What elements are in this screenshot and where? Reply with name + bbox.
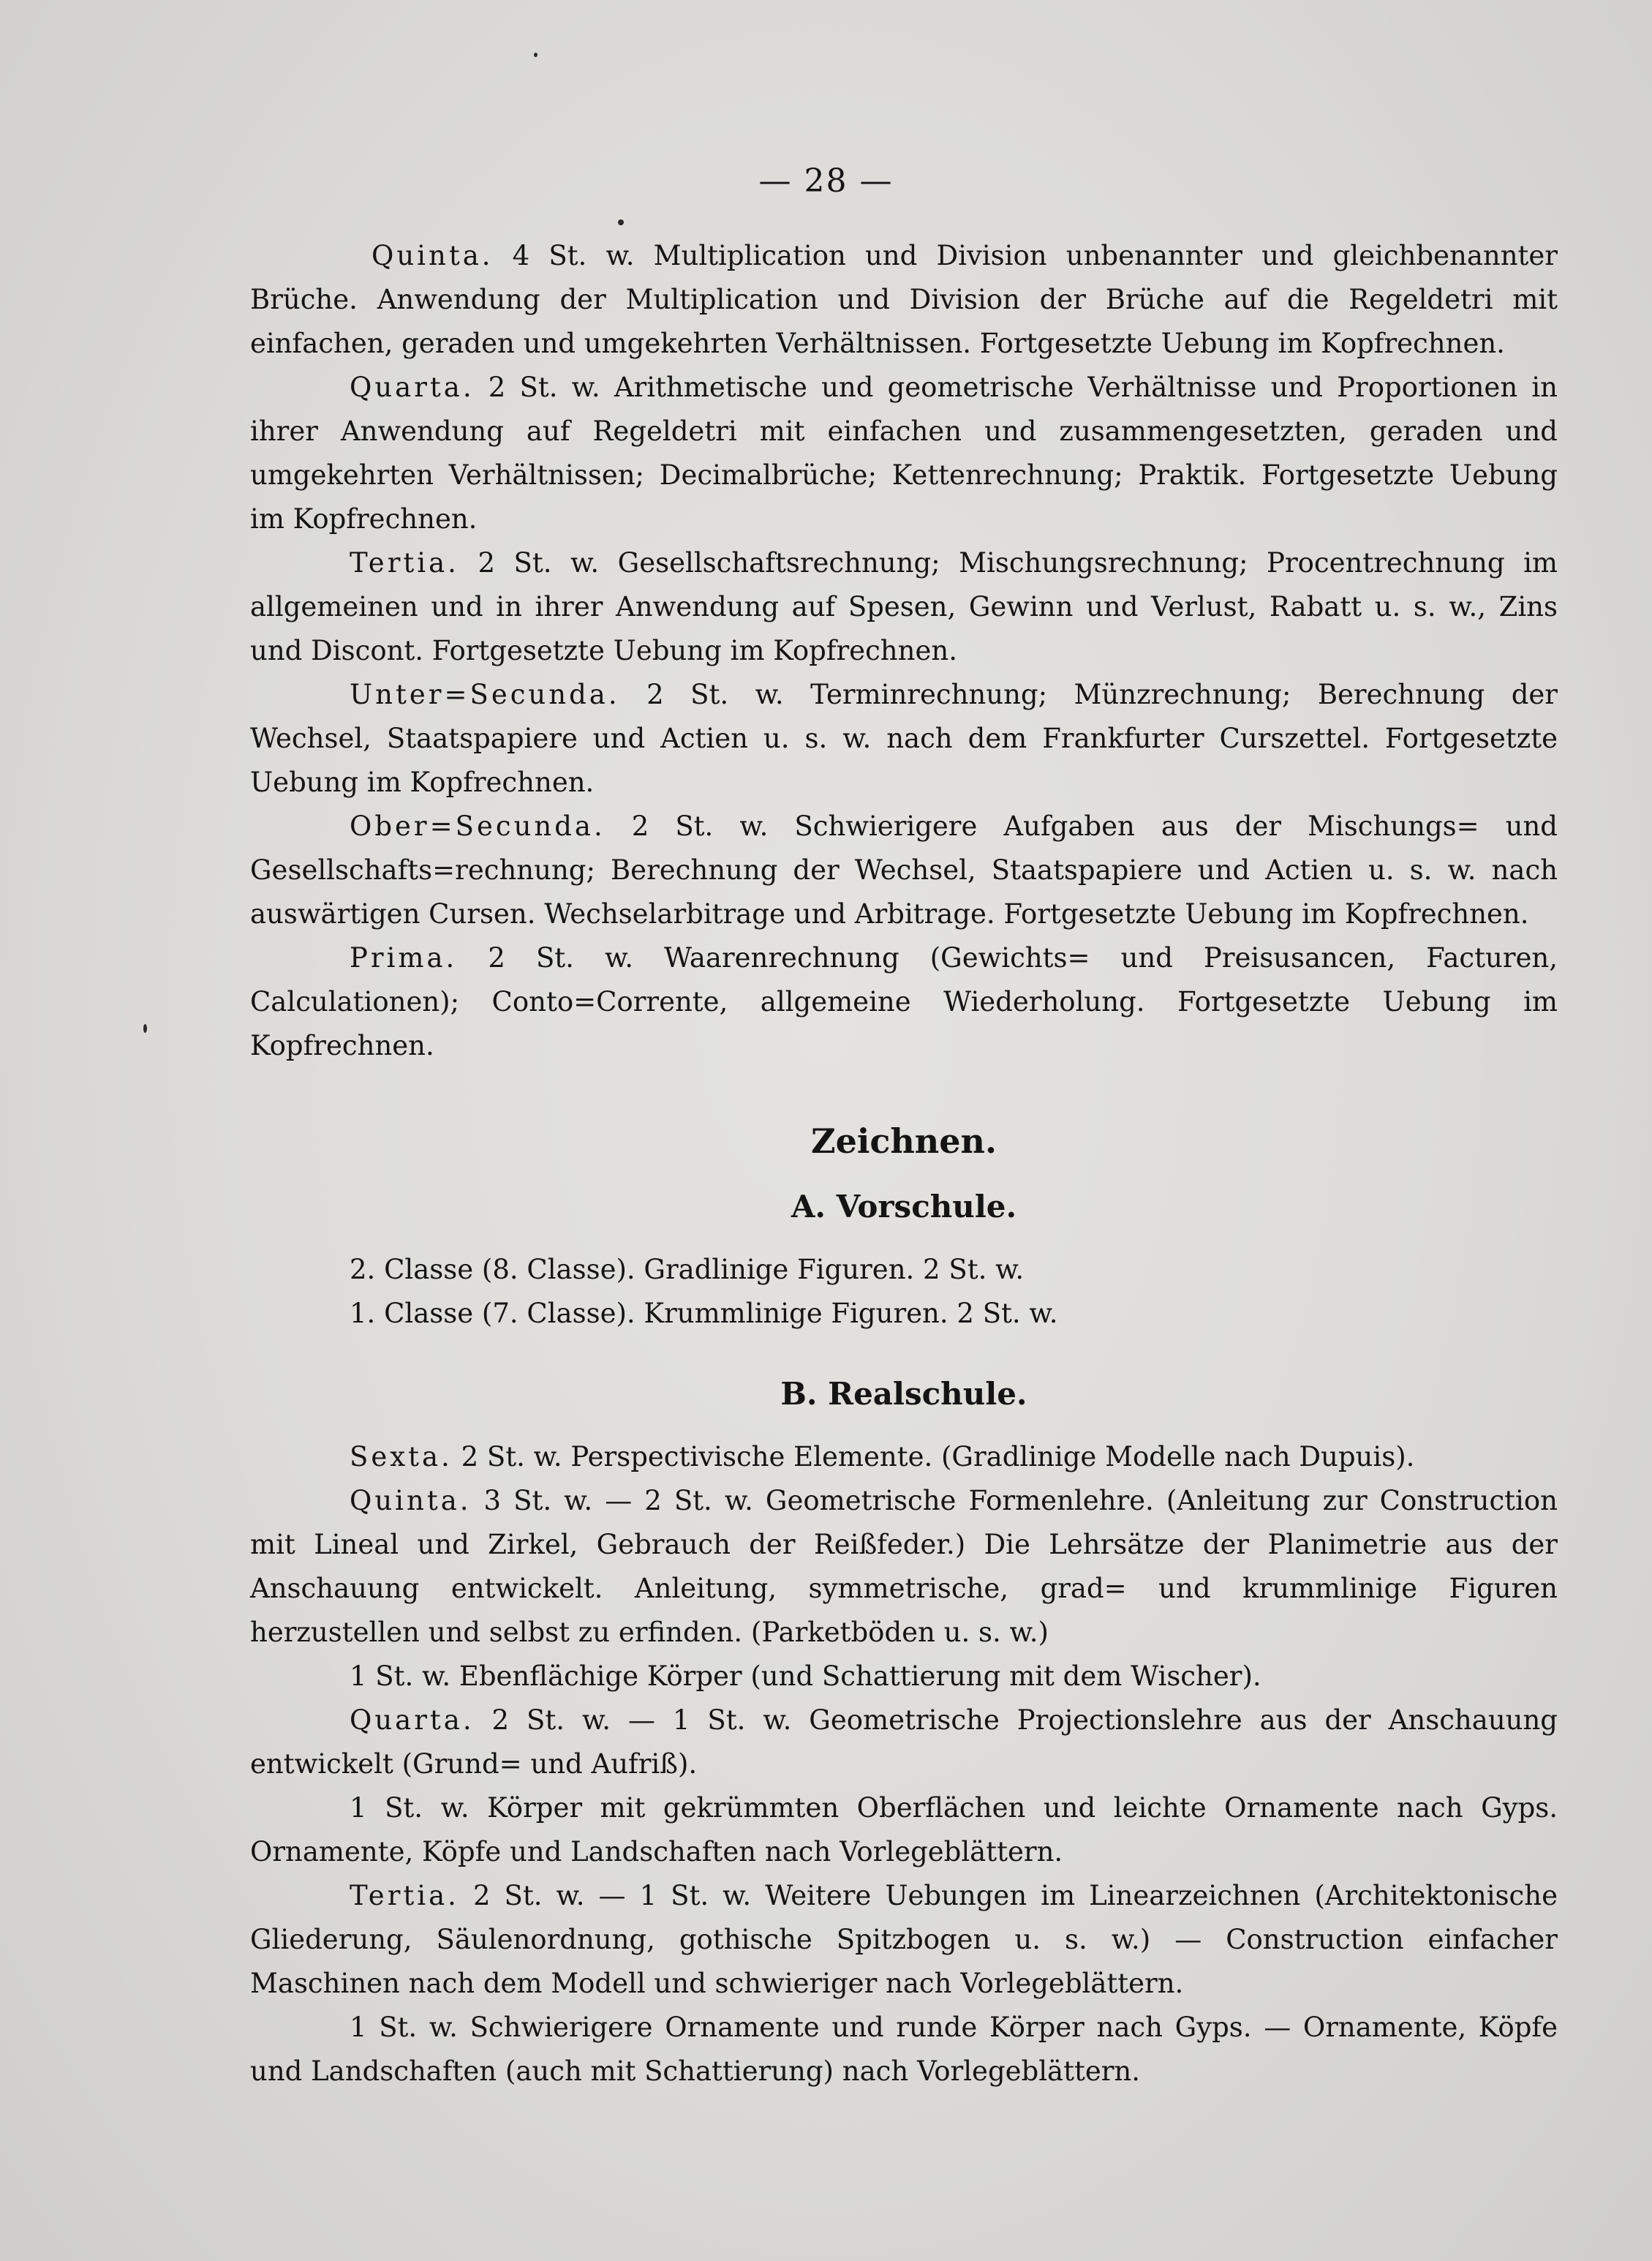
paragraph-text: 2 St. w. — 1 St. w. Weitere Uebungen im Linearzeichnen (Architektonische Gliederung, Säulenordnung, gothische Spitzbogen u. s. w.) — Construction einfacher Maschinen nach dem Modell und schwieriger nach Vorlegeblättern. [250, 1880, 1558, 1999]
paragraph-sexta-zeichnen [250, 1435, 1558, 1479]
paragraph-text: 4 St. w. Multiplication und Division unbenannter und gleichbenannter Brüche. Anwendung der Multiplication und Division der Brüche auf die Regeldetri mit einfachen, geraden und umgekehrten Verhältnissen. Fortgesetzte Uebung im Kopfrechnen. [250, 240, 1558, 359]
speck [143, 1024, 147, 1033]
subheading-realschule: B. Realschule. [780, 1376, 1027, 1412]
paragraph-text: 2 St. w. Terminrechnung; Münzrechnung; Berechnung der Wechsel, Staatspapiere und Actien u. s. w. nach dem Frankfurter Curszettel. Fortgesetzte Uebung im Kopfrechnen. [250, 679, 1558, 798]
paragraph-quinta-rechnen [250, 234, 1558, 366]
class-name: Quinta. [350, 1485, 472, 1516]
class-name: Quarta. [350, 1704, 475, 1736]
class-name: Quarta. [350, 372, 475, 403]
class-name: Ober=Secunda. [350, 810, 606, 842]
class-name: Unter=Secunda. [350, 679, 620, 710]
class-name: Quinta. [371, 240, 494, 271]
paragraph-text: 2 St. w. Gesellschaftsrechnung; Mischungsrechnung; Procentrechnung im allgemeinen und in ihrer Anwendung auf Spesen, Gewinn und Verlust, Rabatt u. s. w., Zins und Discont. Fortgesetzte Uebung im Kopfrechnen. [250, 547, 1558, 666]
section-heading-zeichnen: Zeichnen. [811, 1121, 997, 1161]
paragraph-tertia-rechnen [250, 541, 1558, 673]
paragraph-tertia-zeichnen [250, 1874, 1558, 2006]
paragraph-text: 3 St. w. — 2 St. w. Geometrische Formenlehre. (Anleitung zur Construction mit Lineal und Zirkel, Gebrauch der Reißfeder.) Die Lehrsätze der Planimetrie aus der Anschauung entwickelt. Anleitung, symmetrische, grad= und krummlinige Figuren herzustellen und selbst zu erfinden. (Parketböden u. s. w.) [250, 1485, 1558, 1648]
paragraph-quarta-zeichnen [250, 1698, 1558, 1786]
paragraph-text: 2 St. w. Arithmetische und geometrische Verhältnisse und Proportionen in ihrer Anwendung auf Regeldetri mit einfachen und zusammengesetzten, geraden und umgekehrten Verhältnissen; Decimalbrüche; Kettenrechnung; Praktik. Fortgesetzte Uebung im Kopfrechnen. [250, 372, 1558, 535]
page-number: — 28 — [758, 162, 894, 200]
paragraph-quinta-zeichnen [250, 1479, 1558, 1655]
paragraph-tertia-zeichnen-2 [250, 2006, 1558, 2093]
paragraph-untersecunda-rechnen [250, 673, 1558, 805]
class-name: Prima. [350, 942, 458, 974]
vorschule-line: 2. Classe (8. Classe). Gradlinige Figuren. 2 St. w. [350, 1254, 1025, 1285]
paragraph-prima-rechnen [250, 936, 1558, 1068]
paragraph-text: 1 St. w. Schwierigere Ornamente und runde Körper nach Gyps. — Ornamente, Köpfe und Landschaften (auch mit Schattierung) nach Vorlegeblättern. [250, 2012, 1558, 2087]
vorschule-line: 1. Classe (7. Classe). Krummlinige Figuren. 2 St. w. [350, 1298, 1058, 1329]
class-name: Tertia. [350, 1880, 459, 1911]
paragraph-obersecunda-rechnen [250, 805, 1558, 936]
paragraph-quarta-rechnen [250, 366, 1558, 541]
paragraph-text: 2 St. w. — 1 St. w. Geometrische Projectionslehre aus der Anschauung entwickelt (Grund= und Aufriß). [250, 1704, 1558, 1780]
paragraph-text: 2 St. w. Waarenrechnung (Gewichts= und Preisusancen, Facturen, Calculationen); Conto=Corrente, allgemeine Wiederholung. Fortgesetzte Uebung im Kopfrechnen. [250, 942, 1558, 1061]
subheading-vorschule: A. Vorschule. [791, 1189, 1017, 1224]
paragraph-quarta-zeichnen-2 [250, 1786, 1558, 1874]
speck [618, 219, 624, 225]
paragraph-text: 2 St. w. Perspectivische Elemente. (Gradlinige Modelle nach Dupuis). [452, 1441, 1415, 1472]
paragraph-text: 2 St. w. Schwierigere Aufgaben aus der Mischungs= und Gesellschafts=rechnung; Berechnung der Wechsel, Staatspapiere und Actien u. s. w. nach auswärtigen Cursen. Wechselarbitrage und Arbitrage. Fortgesetzte Uebung im Kopfrechnen. [250, 810, 1558, 930]
body-text [250, 234, 1558, 2093]
class-name: Sexta. [350, 1441, 453, 1472]
class-name: Tertia. [350, 547, 459, 579]
paragraph-text: 1 St. w. Ebenflächige Körper (und Schattierung mit dem Wischer). [350, 1660, 1261, 1692]
paragraph-quinta-zeichnen-2 [250, 1655, 1558, 1698]
paragraph-text: 1 St. w. Körper mit gekrümmten Oberflächen und leichte Ornamente nach Gyps. Ornamente, Köpfe und Landschaften nach Vorlegeblättern. [250, 1792, 1558, 1867]
speck [534, 53, 538, 57]
